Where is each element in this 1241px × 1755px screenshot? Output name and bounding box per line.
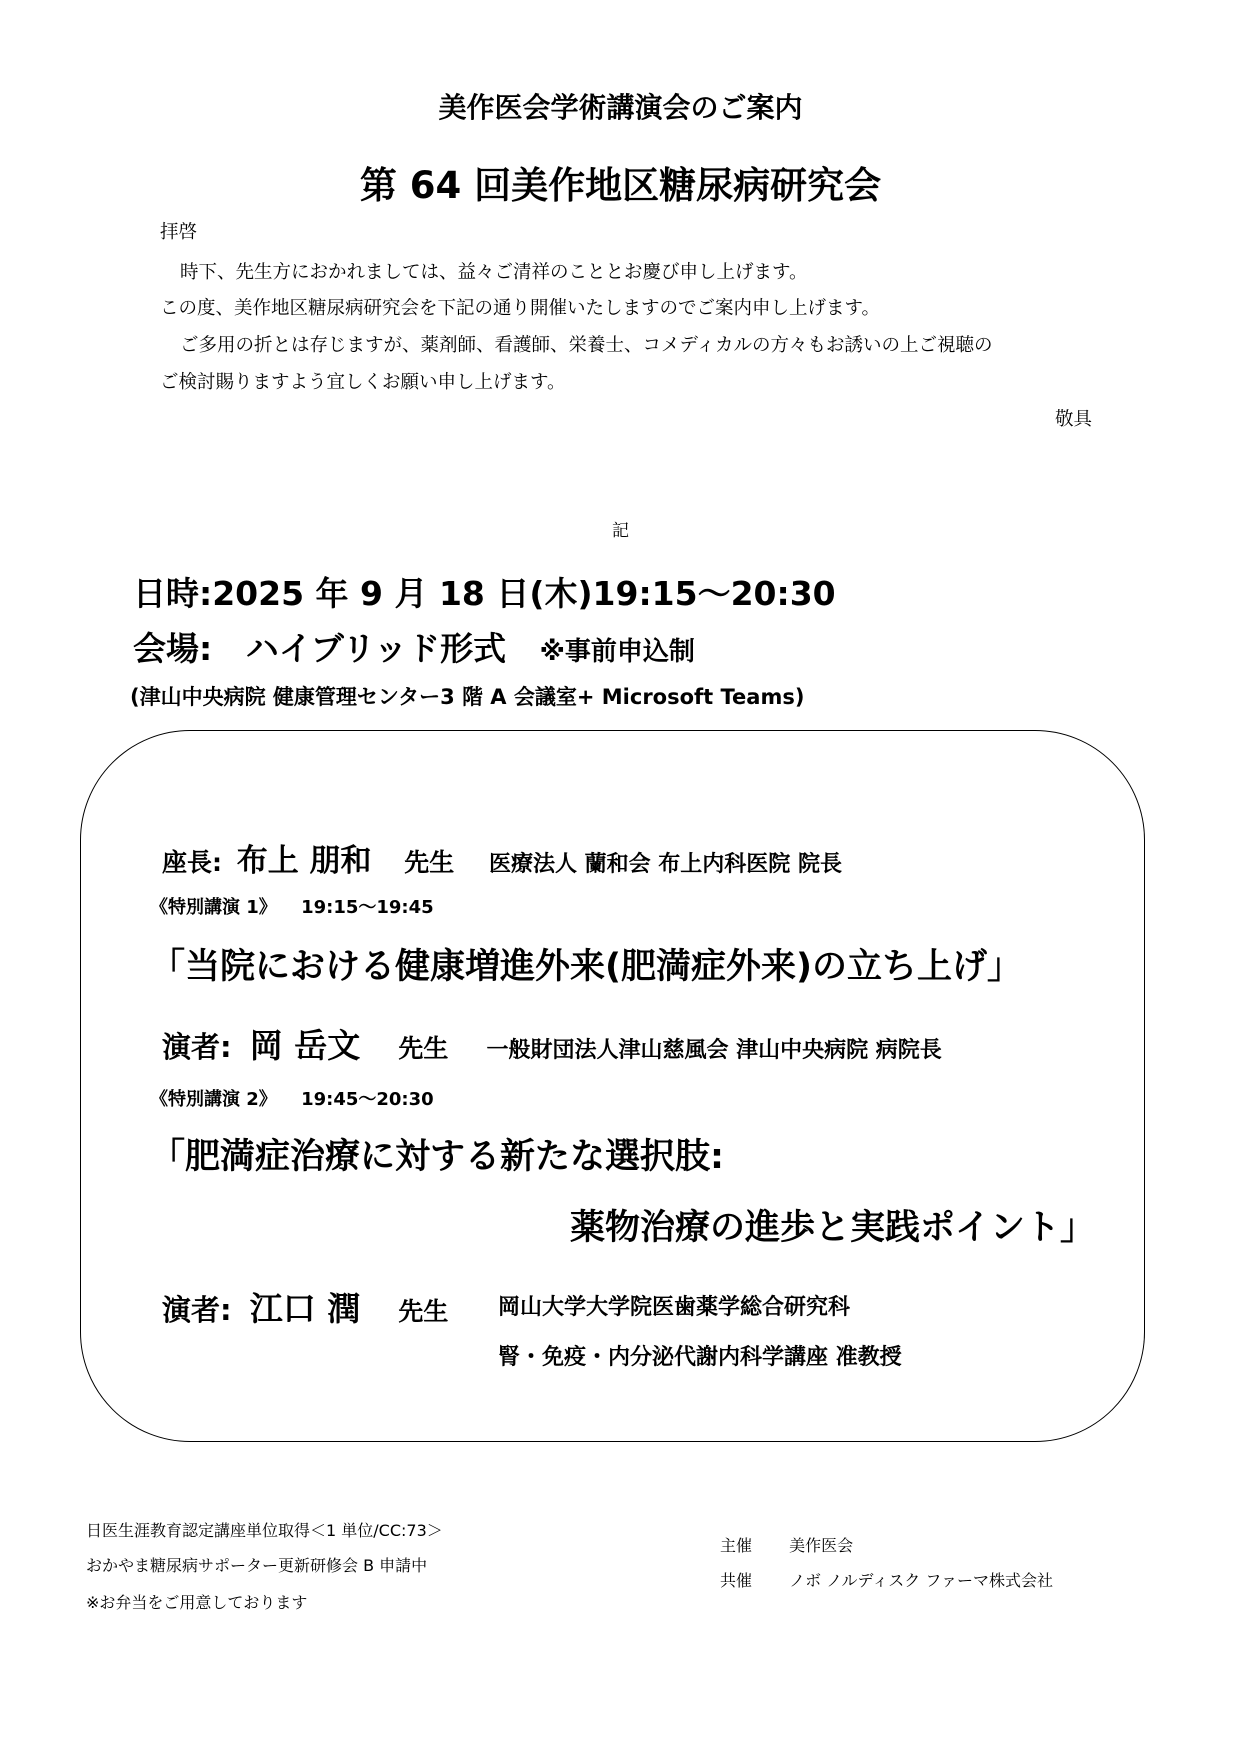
speaker-honorific: 先生 (398, 1297, 449, 1326)
venue-value: ハイブリッド形式 (245, 629, 507, 668)
lecture2-title-line1: 「肥満症治療に対する新たな選択肢: (150, 1137, 724, 1177)
lecture1-time: 19:15～19:45 (301, 897, 434, 918)
greeting-line: ご多用の折とは存じますが、薬剤師、看護師、栄養士、コメディカルの方々もお誘いの上ご視聴の (180, 335, 993, 356)
speaker-affiliation-line2: 腎・免疫・内分泌代謝内科学講座 准教授 (498, 1345, 902, 1370)
cosponsor-label: 共催 (720, 1571, 753, 1590)
cosponsor-row (720, 1568, 1053, 1591)
page-title: 第 64 回美作地区糖尿病研究会 (359, 164, 882, 207)
speaker-affiliation-line1: 岡山大学大学院医歯薬学総合研究科 (498, 1295, 851, 1320)
chair-name: 布上 朋和 (236, 843, 372, 879)
speaker-name: 岡 岳文 (249, 1026, 361, 1065)
event-venue (133, 623, 695, 670)
lecture2-header (150, 1085, 434, 1111)
lecture2-title-line2: 薬物治療の進歩と実践ポイント」 (570, 1208, 1096, 1248)
chair-label: 座長: (162, 848, 222, 877)
lecture1-header (150, 893, 434, 919)
speaker-label: 演者: (162, 1293, 232, 1327)
footer-note: ※お弁当をご用意しております (86, 1593, 308, 1612)
organizer-row (720, 1533, 853, 1556)
event-datetime: 日時:2025 年 9 月 18 日(木)19:15～20:30 (133, 574, 836, 613)
greeting-closing: 敬具 (1055, 409, 1093, 430)
speaker-affiliation: 一般財団法人津山慈風会 津山中央病院 病院長 (486, 1038, 942, 1063)
speaker-label: 演者: (162, 1030, 232, 1064)
lecture1-title: 「当院における健康増進外来(肥満症外来)の立ち上げ」 (150, 947, 1022, 987)
footer-note: おかやま糖尿病サポーター更新研修会 B 申請中 (86, 1556, 428, 1575)
organizer-label: 主催 (720, 1536, 753, 1555)
lecture1-label: 《特別講演 1》 (150, 897, 277, 918)
greeting-opening: 拝啓 (160, 222, 198, 243)
memo-mark: 記 (612, 521, 629, 541)
chair-affiliation: 医療法人 蘭和会 布上内科医院 院長 (488, 852, 842, 877)
venue-detail: (津山中央病院 健康管理センター3 階 A 会議室+ Microsoft Teams) (130, 685, 805, 709)
footer-note: 日医生涯教育認定講座単位取得＜1 単位/CC:73＞ (86, 1521, 443, 1540)
subtitle: 美作医会学術講演会のご案内 (438, 91, 803, 124)
speaker-honorific: 先生 (398, 1034, 449, 1063)
greeting-line: 時下、先生方におかれましては、益々ご清祥のこととお慶び申し上げます。 (180, 262, 808, 283)
lecture2-time: 19:45～20:30 (301, 1089, 434, 1110)
greeting-line: この度、美作地区糖尿病研究会を下記の通り開催いたしますのでご案内申し上げます。 (160, 298, 881, 319)
lecture2-speaker (162, 1283, 448, 1330)
lecture1-speaker (162, 1020, 942, 1067)
speaker-name: 江口 潤 (249, 1289, 361, 1328)
cosponsor-name: ノボ ノルディスク ファーマ株式会社 (789, 1571, 1054, 1590)
chair-honorific: 先生 (404, 848, 455, 877)
venue-note: ※事前申込制 (539, 637, 695, 667)
chair-row (162, 835, 842, 880)
venue-label: 会場: (133, 629, 213, 668)
organizer-name: 美作医会 (789, 1536, 854, 1555)
greeting-line: ご検討賜りますよう宜しくお願い申し上げます。 (160, 372, 566, 393)
lecture2-label: 《特別講演 2》 (150, 1089, 277, 1110)
